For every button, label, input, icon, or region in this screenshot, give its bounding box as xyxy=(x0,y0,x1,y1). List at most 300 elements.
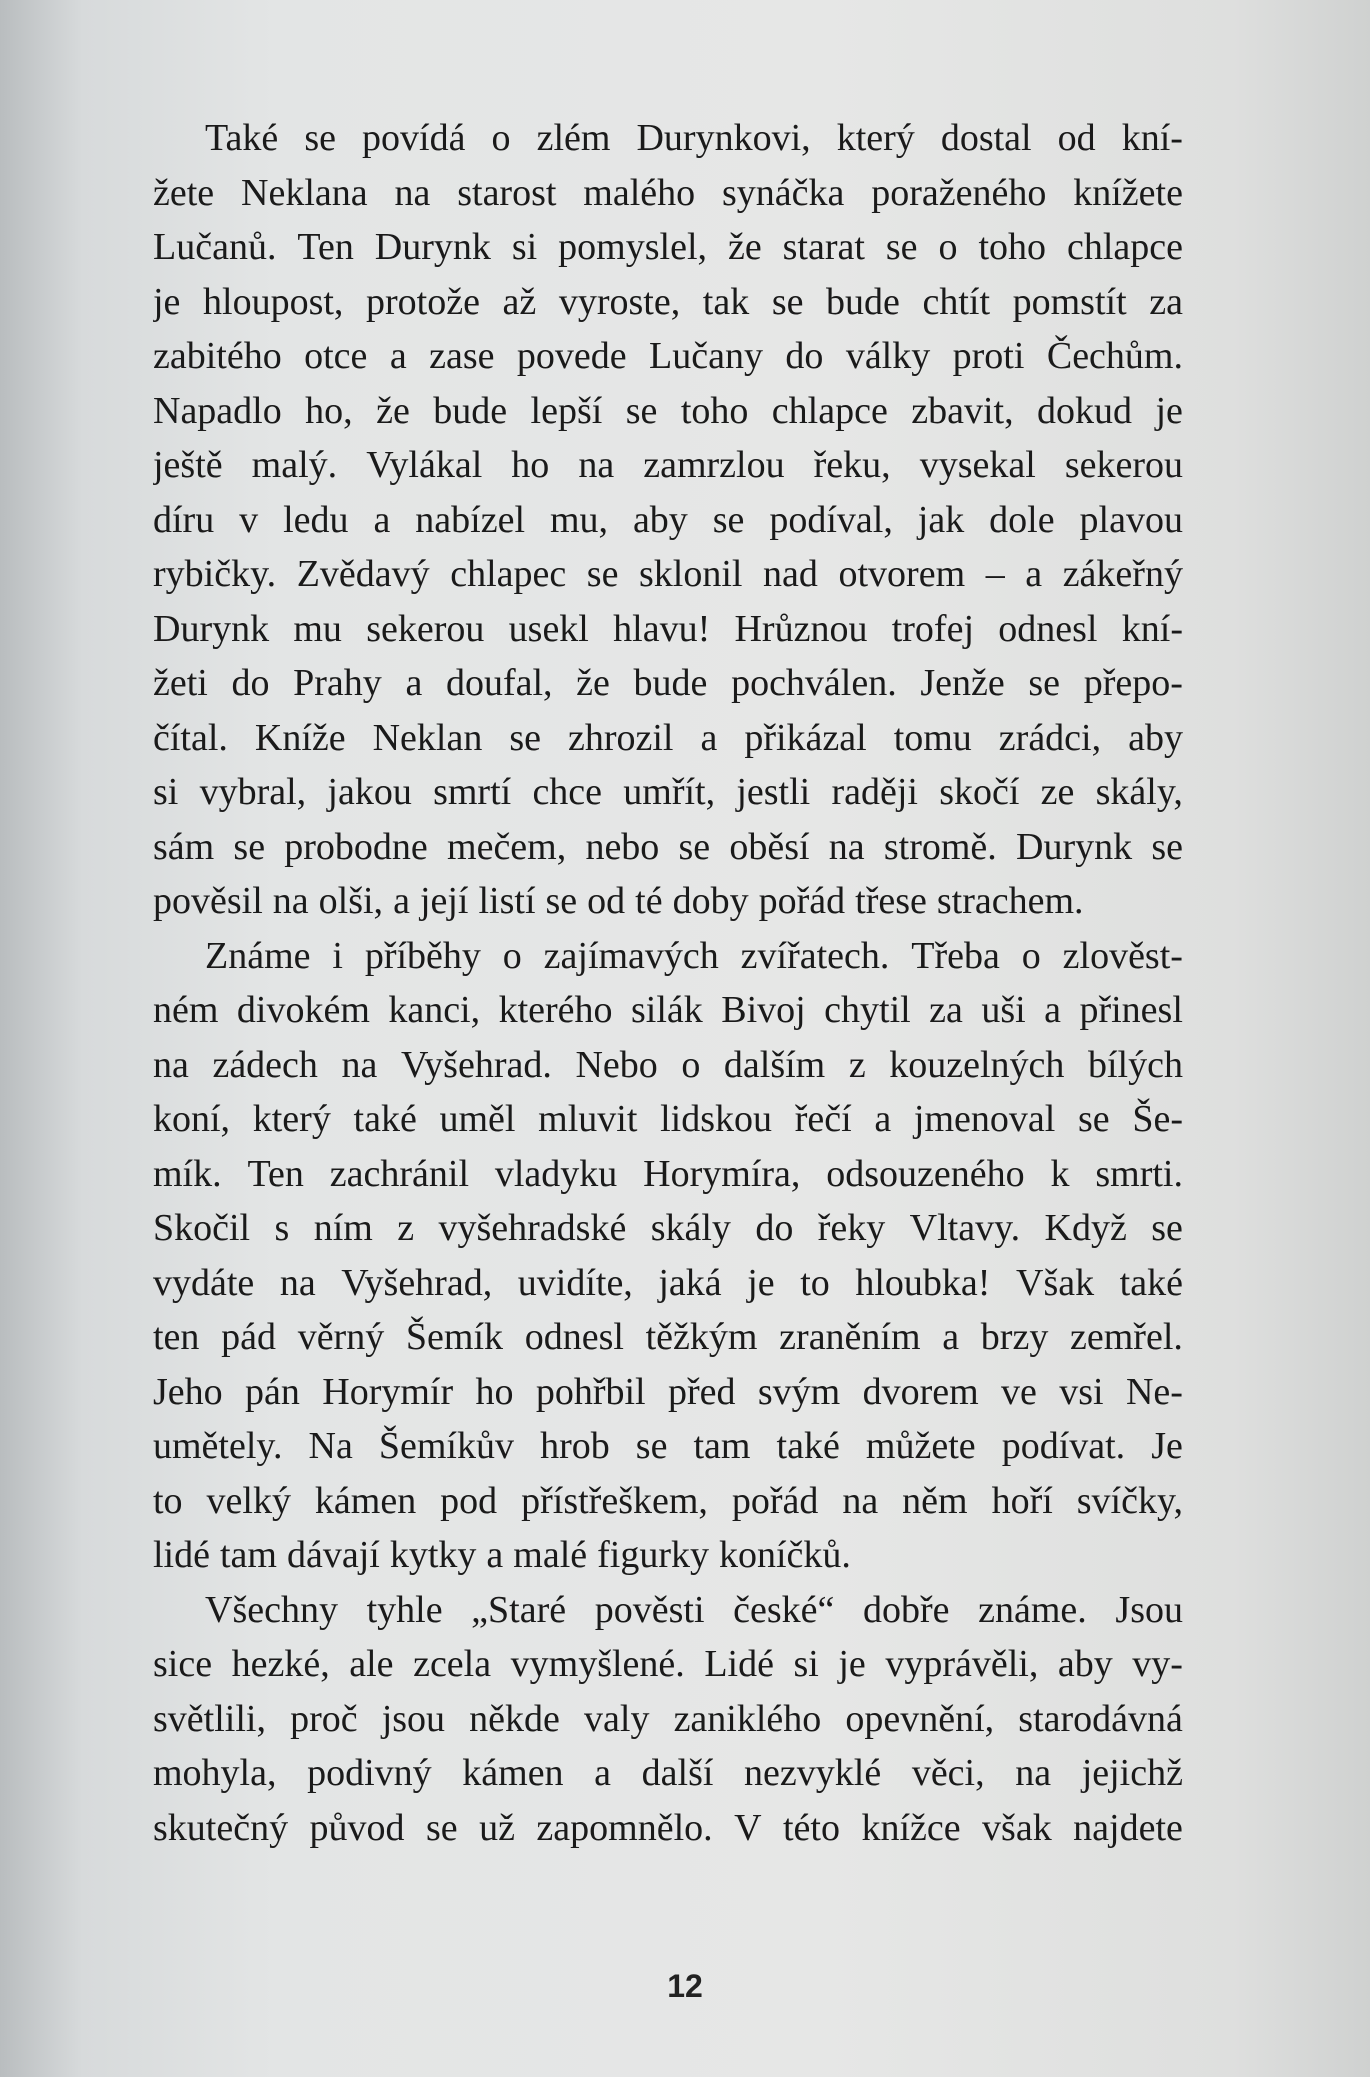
word: probodne xyxy=(284,825,428,868)
word: žete xyxy=(153,171,215,214)
text-line xyxy=(153,1419,1183,1474)
word: to xyxy=(153,1479,183,1522)
word: této xyxy=(783,1806,840,1849)
word: chytil xyxy=(824,989,911,1031)
word: se xyxy=(1077,1098,1110,1140)
word: Vltavy. xyxy=(909,1207,1021,1249)
word: trofej xyxy=(891,607,975,650)
word: o xyxy=(938,226,958,268)
word: pověsti xyxy=(594,1588,705,1631)
word: mečem, xyxy=(447,825,567,868)
word: Prahy xyxy=(293,662,382,704)
word: jaká xyxy=(658,1261,722,1304)
word: plavou xyxy=(1079,498,1183,541)
word: Vyšehrad. xyxy=(400,1043,552,1086)
word: těžkým xyxy=(645,1316,758,1358)
word: se xyxy=(304,117,336,159)
word: ho xyxy=(475,1370,514,1413)
word: pořád xyxy=(758,880,846,922)
word: zajímavých xyxy=(543,934,719,977)
word: přikázal xyxy=(744,716,867,759)
text-line xyxy=(153,384,1183,439)
word: je xyxy=(1155,389,1183,432)
word: velký xyxy=(206,1479,291,1522)
word: sekerou xyxy=(366,607,485,650)
word: uši xyxy=(981,989,1026,1031)
word: i xyxy=(332,934,343,977)
word: vy- xyxy=(1132,1643,1183,1685)
word: na xyxy=(842,1479,879,1522)
text-line xyxy=(153,1746,1183,1801)
word: Známe xyxy=(205,934,311,977)
word: o xyxy=(491,117,511,159)
word: tak xyxy=(702,280,750,323)
word: můžete xyxy=(865,1425,976,1467)
text-line xyxy=(153,220,1183,275)
word: synáčka xyxy=(722,171,845,214)
word: kytky xyxy=(389,1534,477,1576)
word: a xyxy=(874,1098,892,1140)
word: zraněním xyxy=(779,1316,921,1358)
word: něm xyxy=(902,1479,968,1522)
word: od xyxy=(587,880,626,922)
word: Třeba xyxy=(911,934,1000,977)
word: otvorem xyxy=(838,553,966,595)
text-line xyxy=(153,929,1183,984)
word: zlém xyxy=(536,117,611,159)
word: svým xyxy=(757,1370,841,1413)
word: známe. xyxy=(978,1588,1087,1631)
word: opevnění, xyxy=(845,1697,995,1740)
word: Vylákal xyxy=(366,444,483,486)
word: světlili, xyxy=(153,1697,266,1740)
word: do xyxy=(231,662,270,704)
word: smrti. xyxy=(1095,1152,1183,1195)
word: jejichž xyxy=(1081,1752,1183,1794)
word: hrob xyxy=(540,1425,610,1467)
word: přepo- xyxy=(1083,662,1183,704)
text-line xyxy=(153,983,1183,1038)
text-line xyxy=(153,329,1183,384)
word: vybral, xyxy=(199,771,307,813)
word: Čechům. xyxy=(1046,335,1183,377)
word: Také xyxy=(205,117,279,159)
word: oběsí xyxy=(729,825,810,868)
word: kní- xyxy=(1121,117,1183,159)
word: se xyxy=(509,716,541,759)
word: podíval, xyxy=(769,498,893,541)
word: „Staré xyxy=(471,1588,567,1631)
word: starost xyxy=(457,171,557,214)
text-line xyxy=(153,874,1183,929)
text-line xyxy=(153,1310,1183,1365)
word: podívat. xyxy=(1001,1425,1126,1467)
word: Jeho xyxy=(153,1370,223,1413)
word: se xyxy=(771,280,804,323)
word: Kníže xyxy=(254,716,346,759)
word: od xyxy=(1057,117,1096,159)
word: hloubka! xyxy=(855,1261,991,1304)
word: Še- xyxy=(1132,1098,1183,1140)
word: malé xyxy=(513,1534,588,1576)
word: skály, xyxy=(1095,771,1183,813)
word: vyprávěli, xyxy=(885,1643,1039,1685)
word: Lučanů. xyxy=(153,226,277,268)
word: chce xyxy=(532,771,603,813)
word: hezké, xyxy=(231,1643,330,1685)
word: pomyslel, xyxy=(558,226,707,268)
word: tyhle xyxy=(366,1588,443,1631)
word: kámen xyxy=(314,1479,417,1522)
word: a xyxy=(373,498,391,541)
word: mluvit xyxy=(538,1098,638,1140)
word: Horymír xyxy=(322,1370,454,1413)
word: řečí xyxy=(794,1098,852,1140)
word: zvířatech. xyxy=(740,934,890,977)
word: z xyxy=(848,1043,866,1086)
word: se xyxy=(625,389,658,432)
text-line xyxy=(153,438,1183,493)
word: Ten xyxy=(247,1152,304,1195)
word: bude xyxy=(826,280,900,323)
word: je xyxy=(838,1643,866,1685)
word: zachránil xyxy=(329,1152,470,1195)
word: za xyxy=(929,989,963,1031)
word: se xyxy=(1151,1207,1183,1249)
word: hloupost, xyxy=(203,280,344,323)
word: kterého xyxy=(498,989,613,1031)
word: skočí xyxy=(939,771,1020,813)
paragraph xyxy=(153,929,1183,1583)
word: dalším xyxy=(723,1043,826,1086)
word: dvorem xyxy=(862,1370,979,1413)
word: Skočil xyxy=(153,1207,251,1249)
word: čítal. xyxy=(153,716,228,759)
word: se xyxy=(635,1425,668,1467)
word: Všechny xyxy=(205,1588,338,1631)
word: zhrozil xyxy=(567,716,674,759)
word: ném xyxy=(153,989,219,1031)
word: nebo xyxy=(585,825,660,868)
word: zaniklého xyxy=(673,1697,822,1740)
word: mu xyxy=(293,607,342,650)
word: také xyxy=(776,1425,840,1467)
word: valy xyxy=(584,1697,650,1740)
word: je xyxy=(153,280,181,323)
word: koní, xyxy=(153,1098,231,1140)
text-line xyxy=(153,1583,1183,1638)
word: Jenže xyxy=(920,662,1005,704)
word: na xyxy=(394,171,431,214)
word: svíčky, xyxy=(1076,1479,1183,1522)
word: kní- xyxy=(1121,607,1183,650)
word: proti xyxy=(952,335,1025,377)
word: Neklan xyxy=(372,716,483,759)
word: protože xyxy=(366,280,480,323)
text-line xyxy=(153,1692,1183,1747)
word: sám xyxy=(153,825,215,868)
word: nad xyxy=(763,553,818,595)
word: a xyxy=(594,1752,612,1794)
word: pán xyxy=(245,1370,300,1413)
word: sice xyxy=(153,1643,213,1685)
word: vyroste, xyxy=(558,280,681,323)
word: proč xyxy=(290,1697,358,1740)
word: a xyxy=(1044,989,1062,1031)
word: pořád xyxy=(731,1479,819,1522)
word: pověsil xyxy=(153,880,263,922)
text-line xyxy=(153,1637,1183,1692)
text-line xyxy=(153,1201,1183,1256)
word: povede xyxy=(516,335,627,377)
word: její xyxy=(419,880,469,922)
word: V xyxy=(734,1806,762,1849)
word: Na xyxy=(308,1425,353,1467)
word: bílých xyxy=(1088,1043,1183,1086)
word: lepší xyxy=(530,389,603,432)
word: raději xyxy=(831,771,918,813)
word: strachem. xyxy=(936,880,1084,922)
word: kámen xyxy=(462,1752,564,1794)
word: si xyxy=(511,226,538,268)
word: zcela xyxy=(413,1643,492,1685)
word: sekerou xyxy=(1064,444,1183,486)
word: věrný xyxy=(297,1316,385,1358)
word: rybičky. xyxy=(153,553,277,595)
word: na xyxy=(272,880,309,922)
word: – xyxy=(985,553,1005,595)
word: listí xyxy=(478,880,536,922)
body-text xyxy=(153,111,1183,1855)
word: se xyxy=(712,498,745,541)
word: Ne- xyxy=(1125,1370,1183,1413)
word: a xyxy=(389,335,407,377)
word: původ xyxy=(309,1806,405,1849)
word: a xyxy=(700,716,718,759)
word: o xyxy=(502,934,522,977)
word: figurky xyxy=(597,1534,709,1576)
word: Bivoj xyxy=(721,989,806,1031)
word: kouzelných xyxy=(889,1043,1065,1086)
word: chlapce xyxy=(1066,226,1183,268)
word: skutečný xyxy=(153,1806,289,1849)
word: další xyxy=(641,1752,714,1794)
word: na xyxy=(578,444,615,486)
word: doby xyxy=(672,880,749,922)
word: žeti xyxy=(153,662,208,704)
text-line xyxy=(153,1474,1183,1529)
word: poraženého xyxy=(871,171,1047,214)
text-line xyxy=(153,1365,1183,1420)
word: se xyxy=(885,226,918,268)
word: Nebo xyxy=(575,1043,658,1086)
word: umětely. xyxy=(153,1425,283,1467)
word: ten xyxy=(153,1316,200,1358)
word: starodávná xyxy=(1018,1697,1183,1740)
word: přinesl xyxy=(1079,989,1183,1031)
word: o xyxy=(1021,934,1041,977)
word: ho, xyxy=(305,389,353,432)
word: usekl xyxy=(508,607,589,650)
word: se xyxy=(545,880,578,922)
word: Šemíkův xyxy=(378,1425,514,1467)
paragraph xyxy=(153,1583,1183,1856)
word: ale xyxy=(349,1643,394,1685)
text-line xyxy=(153,1038,1183,1093)
word: pád xyxy=(221,1316,276,1358)
word: Durynk xyxy=(374,226,491,268)
word: dobře xyxy=(863,1588,950,1631)
word: který xyxy=(252,1098,331,1140)
word: však xyxy=(982,1806,1052,1849)
word: pomstít xyxy=(1012,280,1127,323)
word: brzy xyxy=(980,1316,1049,1358)
text-line xyxy=(153,275,1183,330)
word: díru xyxy=(153,498,215,541)
word: vyšehradské xyxy=(438,1207,627,1249)
word: tam xyxy=(219,1534,277,1576)
text-line xyxy=(153,1092,1183,1147)
word: Vyšehrad, xyxy=(341,1261,493,1304)
word: olši, xyxy=(318,880,384,922)
word: na xyxy=(1015,1752,1052,1794)
word: hlavu! xyxy=(613,607,711,650)
text-line xyxy=(153,1528,1183,1583)
word: Však xyxy=(1016,1261,1095,1304)
word: že xyxy=(727,226,762,268)
word: a xyxy=(486,1534,504,1576)
word: koníčků. xyxy=(719,1534,851,1576)
word: jsou xyxy=(381,1697,446,1740)
paragraph xyxy=(153,111,1183,929)
word: na xyxy=(341,1043,378,1086)
word: z xyxy=(397,1207,415,1249)
word: umřít, xyxy=(623,771,716,813)
word: Neklana xyxy=(241,171,368,214)
word: zrádci, xyxy=(998,716,1102,759)
word: podivný xyxy=(307,1752,432,1794)
word: aby xyxy=(632,498,688,541)
word: chlapec xyxy=(450,553,567,595)
word: aby xyxy=(1057,1643,1113,1685)
text-line xyxy=(153,711,1183,766)
word: Durynkovi, xyxy=(636,117,811,159)
word: zapomnělo. xyxy=(536,1806,713,1849)
word: nabízel xyxy=(415,498,525,541)
word: války xyxy=(845,335,931,377)
word: na xyxy=(153,1043,189,1086)
word: odsouzeného xyxy=(826,1152,1025,1195)
word: zamrzlou xyxy=(643,444,785,486)
word: řeky xyxy=(817,1207,886,1249)
word: že xyxy=(376,389,410,432)
word: Ten xyxy=(297,226,354,268)
text-line xyxy=(153,1147,1183,1202)
text-line xyxy=(153,166,1183,221)
word: silák xyxy=(630,989,703,1031)
word: se xyxy=(678,825,711,868)
word: se xyxy=(586,553,619,595)
word: aby xyxy=(1128,716,1183,759)
word: na xyxy=(279,1261,316,1304)
word: si xyxy=(153,771,179,813)
word: a xyxy=(942,1316,960,1358)
word: také xyxy=(353,1098,417,1140)
word: vsi xyxy=(1059,1370,1104,1413)
word: vysekal xyxy=(919,444,1036,486)
word: přístřeškem, xyxy=(521,1479,708,1522)
word: dávají xyxy=(286,1534,380,1576)
word: zádech xyxy=(212,1043,318,1086)
word: uměl xyxy=(439,1098,516,1140)
word: jestli xyxy=(736,771,811,813)
word: bude xyxy=(433,389,508,432)
word: s xyxy=(274,1207,290,1249)
text-line xyxy=(153,111,1183,166)
word: tam xyxy=(693,1425,751,1467)
word: jmenoval xyxy=(913,1098,1056,1140)
word: Lučany xyxy=(649,335,763,377)
word: zemřel. xyxy=(1070,1316,1183,1358)
word: mu, xyxy=(549,498,608,541)
text-line xyxy=(153,1801,1183,1856)
word: už xyxy=(479,1806,515,1849)
text-line xyxy=(153,765,1183,820)
word: Hrůznou xyxy=(734,607,868,650)
word: je xyxy=(747,1261,775,1304)
word: malého xyxy=(583,171,696,214)
word: za xyxy=(1149,280,1183,323)
word: řeku, xyxy=(813,444,891,486)
word: knížete xyxy=(1073,171,1183,214)
word: Zvědavý xyxy=(296,553,430,595)
word: Durynk xyxy=(1016,825,1133,868)
text-line xyxy=(153,1256,1183,1311)
word: ledu xyxy=(283,498,349,541)
word: až xyxy=(502,280,537,323)
page-number: 12 xyxy=(667,1968,703,2004)
word: to xyxy=(800,1261,830,1304)
word: Napadlo xyxy=(153,389,282,432)
word: stromě. xyxy=(883,825,997,868)
word: se xyxy=(425,1806,458,1849)
word: do xyxy=(755,1207,794,1249)
word: chlapce xyxy=(771,389,888,432)
word: smrtí xyxy=(433,771,512,813)
word: dostal xyxy=(940,117,1032,159)
word: do xyxy=(785,335,824,377)
word: bude xyxy=(633,662,708,704)
word: vydáte xyxy=(153,1261,255,1304)
word: jakou xyxy=(327,771,412,813)
word: divokém xyxy=(236,989,370,1031)
text-line xyxy=(153,547,1183,602)
word: třese xyxy=(855,880,927,922)
word: toho xyxy=(978,226,1047,268)
word: sklonil xyxy=(639,553,743,595)
word: doufal, xyxy=(445,662,553,704)
word: pohřbil xyxy=(535,1370,646,1413)
word: se xyxy=(1151,825,1183,868)
word: odnesl xyxy=(524,1316,624,1358)
word: v xyxy=(239,498,259,541)
word: toho xyxy=(680,389,749,432)
word: Horymíra, xyxy=(643,1152,801,1195)
word: otce xyxy=(304,335,368,377)
word: uvidíte, xyxy=(517,1261,633,1304)
word: a xyxy=(1025,553,1043,595)
word: Jsou xyxy=(1115,1588,1183,1631)
